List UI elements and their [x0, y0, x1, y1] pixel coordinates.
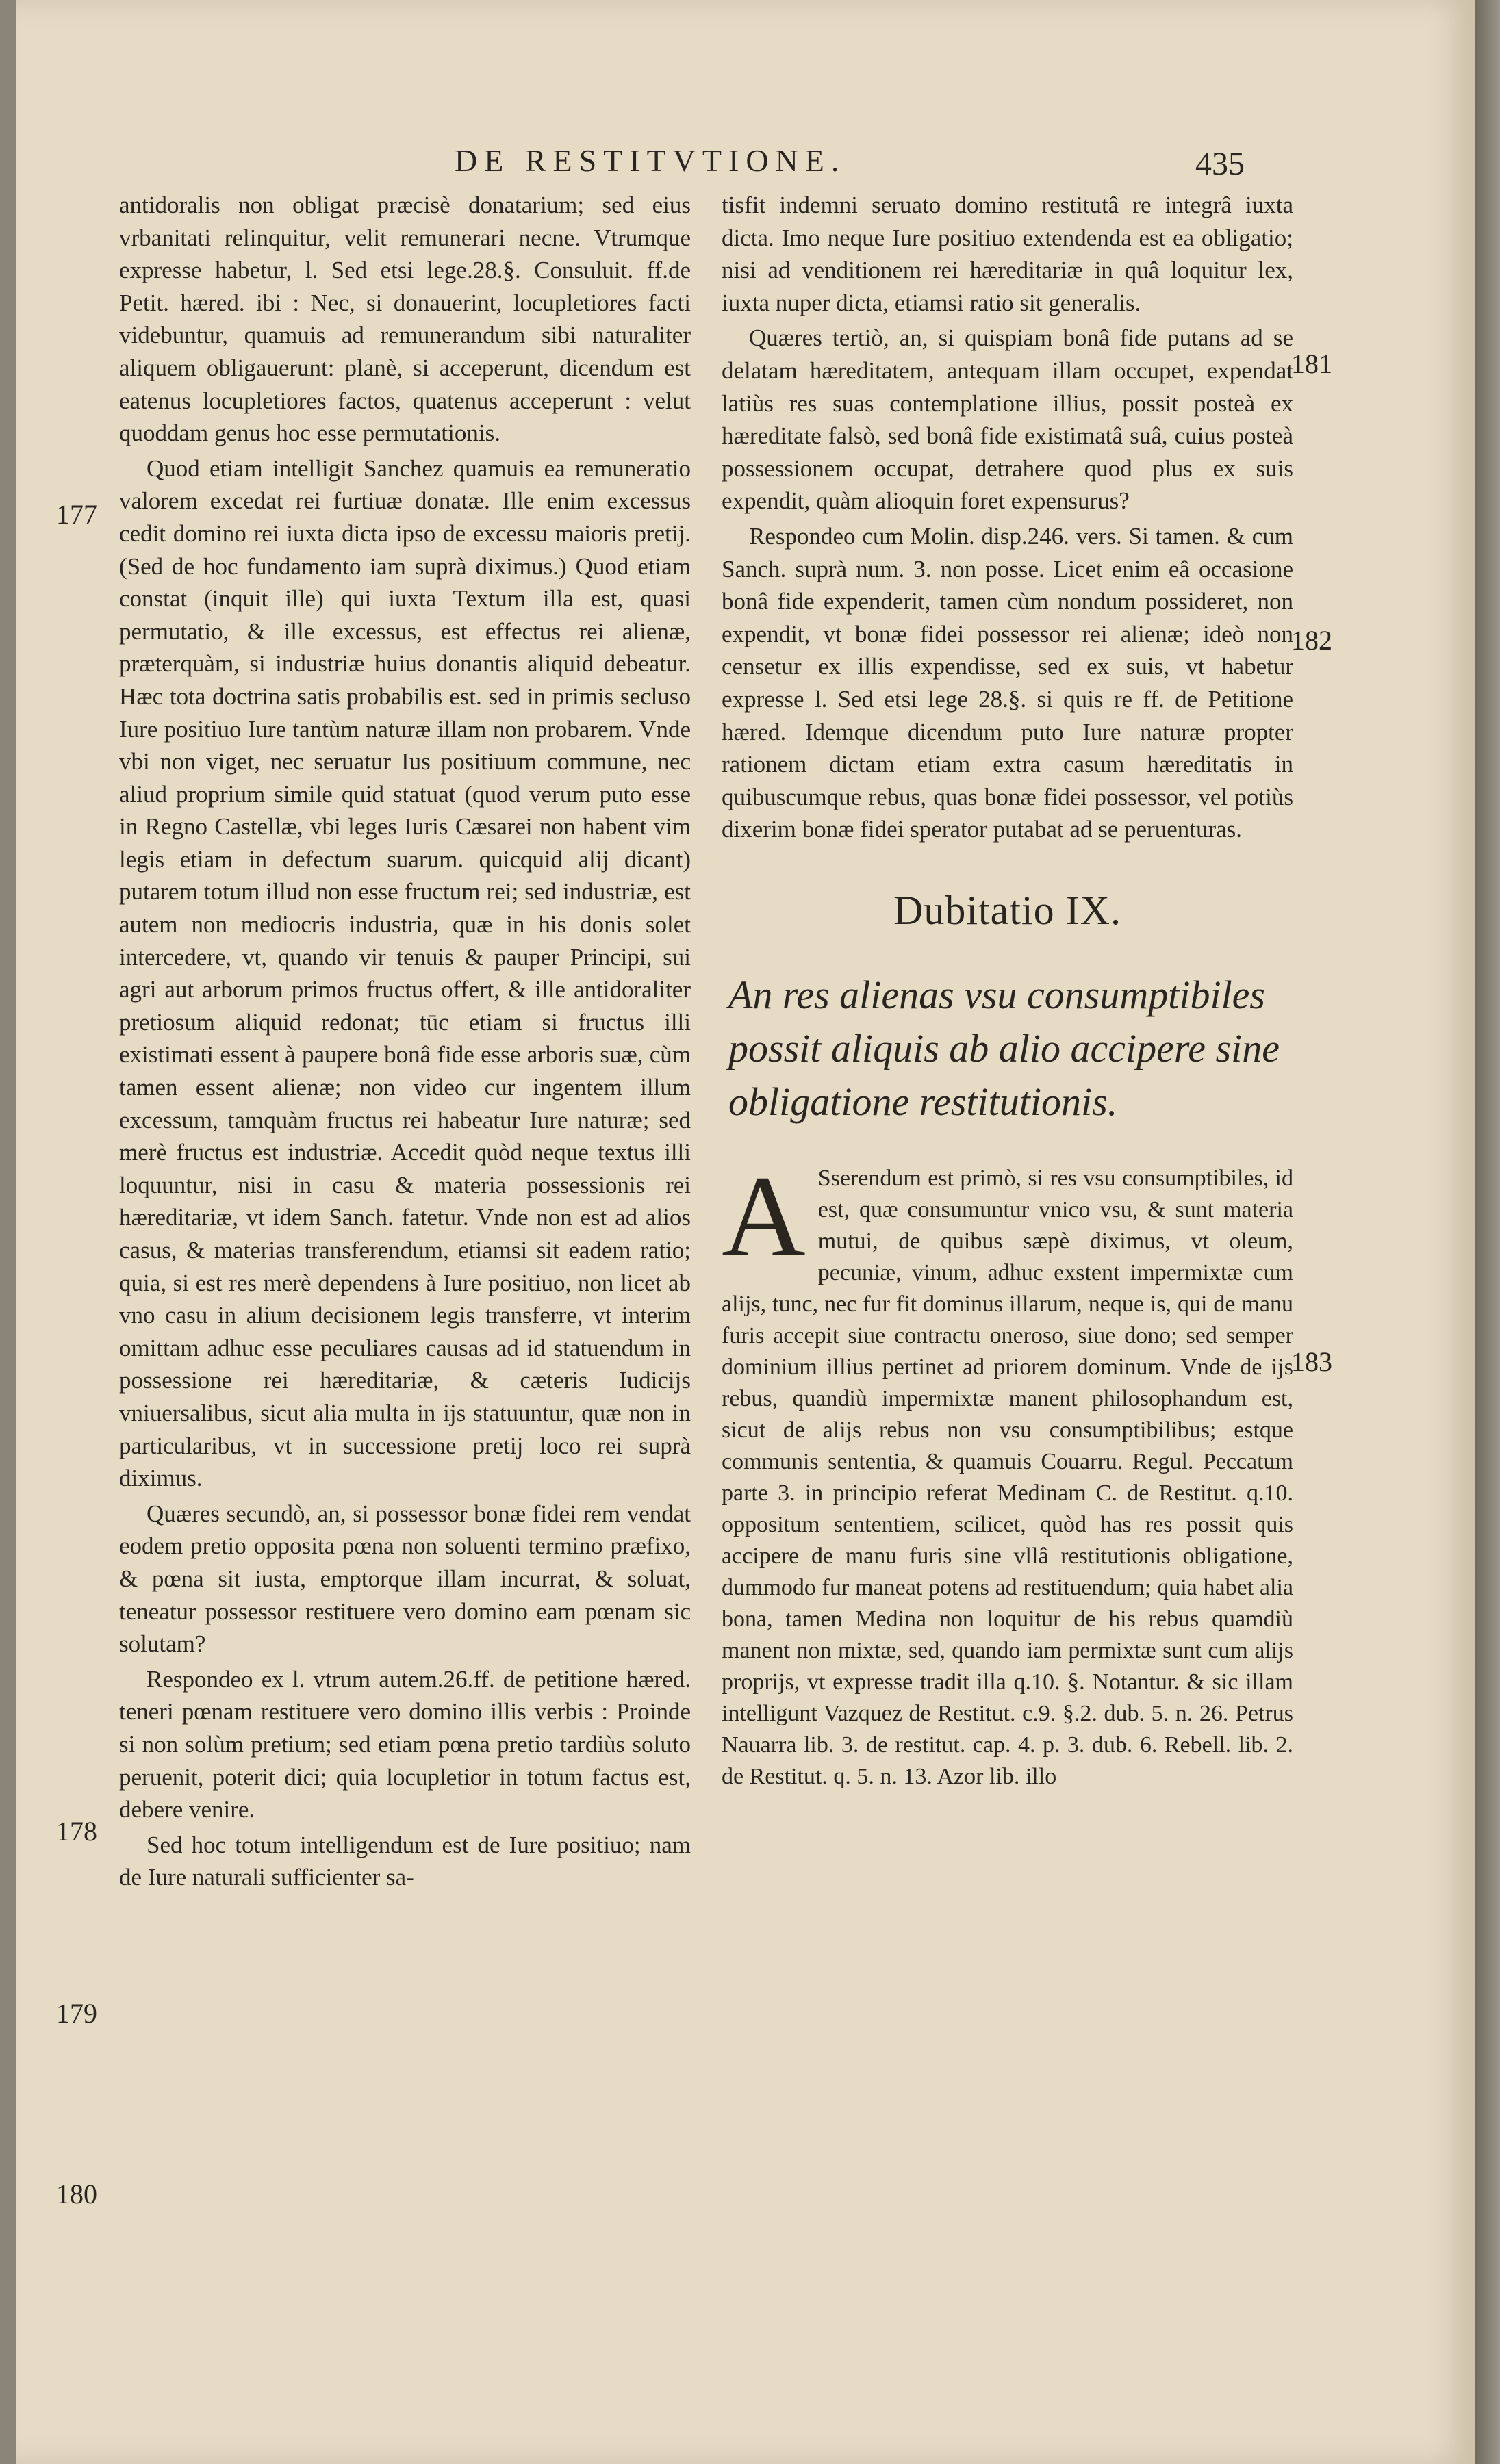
right-paragraph-1: tisfit indemni seruato domino restitutâ re integrâ iuxta dicta. Imo neque Iure positiuo extendenda est ea obligatio; nisi ad venditionem rei hæreditariæ in quâ loquitur lex, iuxta nuper dicta, etiamsi ratio sit generalis.	[722, 192, 1293, 316]
right-column	[722, 189, 1293, 2324]
running-head: DE RESTITVTIONE.	[455, 143, 846, 178]
margin-number-178: 178	[56, 1816, 97, 1847]
page-edge	[1475, 0, 1500, 2464]
page-number: 435	[1195, 146, 1245, 182]
margin-number-180: 180	[56, 2179, 97, 2209]
margin-number-181: 181	[1291, 348, 1332, 379]
right-paragraph-3: Respondeo cum Molin. disp.246. vers. Si tamen. & cum Sanch. suprà num. 3. non posse. Licet enim eâ occasione bonâ fide expenderit, tamen cùm nondum possideret, non expendit, vt bonæ fidei possessor rei alienæ; ideò non censetur ex illis expendisse, sed ex suis, vt habetur expresse l. Sed etsi lege 28.§. si quis re ff. de Petitione hæred. Idemque dicendum puto Iure naturæ propter rationem dictam etiam extra casum hæreditatis in quibuscumque rebus, quas bonæ fidei possessor, vel potiùs dixerim bonæ fidei sperator putabat ad se peruenturas.	[722, 522, 1293, 843]
right-paragraph-4	[722, 1151, 1293, 1793]
margin-number-177: 177	[56, 499, 97, 530]
right-paragraph-4-text: Sserendum est primò, si res vsu consumptibiles, id est, quæ consumuntur vnico vsu, & sunt materia mutui, de quibus sæpè diximus, vt oleum, pecuniæ, vinum, adhuc exstent impermixtæ cum alijs, tunc, nec fur fit dominus illarum, neque is, qui de manu furis accepit siue contractu oneroso, siue dono; sed semper dominium illius pertinet ad priorem dominum. Vnde de ijs rebus, quandiù impermixtæ manent philosophandum est, sicut de alijs rebus non vsu consumptibilibus; estque communis sententia, & quamuis Couarru. Regul. Peccatum parte 3. in principio referat Medinam C. de Restitut. q.10. oppositum sententiem, scilicet, quòd has res possit quis accipere de manu furis sine vllâ restitutionis obligatione, dummodo fur maneat potens ad restituendum; quia habet alia bona, tamen Medina non loquitur de his rebus quamdiù manent non mixtæ, sed, quando iam permixtæ sunt cum alijs proprijs, vt expresse tradit illa q.10. §. Notantur. & sic illam intelligunt Vazquez de Restitut. c.9. §.2. dub. 5. n. 26. Petrus Nauarra lib. 3. de restitut. cap. 4. p. 3. dub. 6. Rebell. lib. 2. de Restitut. q. 5. n. 13. Azor lib. illo	[722, 1165, 1293, 1789]
question-heading: An res alienas vsu consumptibiles possit aliquis ab alio accipere sine obligatione restitutionis.	[728, 972, 1280, 1124]
left-paragraph-5: Sed hoc totum intelligendum est de Iure positiuo; nam de Iure naturali sufficienter sa-	[119, 1831, 691, 1891]
left-paragraph-4: Respondeo ex l. vtrum autem.26.ff. de petitione hæred. teneri pœnam restituere vero domino illis verbis : Proinde si non solùm pretium; sed etiam pœna pretio tardiùs soluto peruenit, poterit dici; quia locupletior in totum factus est, debere venire.	[119, 1665, 691, 1823]
book-page	[16, 0, 1475, 2464]
left-column	[119, 189, 691, 2324]
left-paragraph-3: Quæres secundò, an, si possessor bonæ fidei rem vendat eodem pretio opposita pœna non soluenti termino præfixo, & pœna sit iusta, emptorque illam incurrat, & soluat, teneatur possessor restituere vero domino eam pœnam sic solutam?	[119, 1500, 691, 1658]
margin-number-179: 179	[56, 1998, 97, 2029]
drop-cap: A	[722, 1151, 806, 1281]
dubitatio-heading: Dubitatio IX.	[893, 887, 1121, 933]
left-paragraph-2: Quod etiam intelligit Sanchez quamuis ea remuneratio valorem excedat rei furtiuæ donatæ. Ille enim excessus cedit domino rei iuxta dicta ipso de excessu maioris pretij. (Sed de hoc fundamento iam suprà diximus.) Quod etiam constat (inquit ille) qui iuxta Textum illa est, quasi permutatio, & ille excessus, est effectus rei alienæ, præterquàm, si industriæ huius donantis aliquid debeatur. Hæc tota doctrina satis probabilis est. sed in primis secluso Iure positiuo Iure tantùm naturæ illam non probarem. Vnde vbi non viget, nec seruatur Ius positiuum commune, nec aliud proprium simile quid statuat (quod verum puto esse in Regno Castellæ, vbi leges Iuris Cæsarei non habent vim legis etiam in defectum suarum. quicquid alij dicant) putarem totum illud non esse fructum rei; sed industriæ, est autem non mediocris industria, quæ in his donis solet intercedere, vt, quando vir tenuis & pauper Principi, sui agri aut arborum primos fructus offert, & ille antidoraliter pretiosum aliquid redonat; tūc etiam si fructus illi existimati essent à paupere bonâ fide esse arboris suæ, cùm tamen essent alienæ; non video cur ingentem illum excessum, tamquàm fructus rei habeatur Iure naturæ; sed merè fructus est industriæ. Accedit quòd neque textus illi loquuntur, nisi in casu & materia possessionis rei hæreditariæ, vt idem Sanch. fatetur. Vnde non est ad alios casus, & materias transferendum, etiamsi sit eadem ratio; quia, si est res merè dependens à Iure positiuo, non licet ab vno casu in alium decisionem legis transferre, vt interim omittam adhuc esse peculiares causas ad id statuendum in possessione rei hæreditariæ, & cæteris Iudicijs vniuersalibus, sicut alia multa in ijs statuuntur, quæ non in particularibus, vt in successione pretij loco rei suprà diximus.	[119, 454, 691, 1492]
right-paragraph-2: Quæres tertiò, an, si quispiam bonâ fide putans ad se delatam hæreditatem, antequam illam occupet, expendat latiùs res suas contemplatione illius, possit posteà ex hæreditate falsò, sed bonâ fide existimatâ suâ, cuius posteà possessionem occupat, detrahere quod plus ex suis expendit, quàm alioquin foret expensurus?	[722, 324, 1293, 515]
margin-number-182: 182	[1291, 625, 1332, 656]
margin-number-183: 183	[1291, 1346, 1332, 1377]
left-paragraph-1: antidoralis non obligat præcisè donatarium; sed eius vrbanitati relinquitur, velit remunerari necne. Vtrumque expresse habetur, l. Sed etsi lege.28.§. Consuluit. ff.de Petit. hæred. ibi : Nec, si donauerint, locupletiores facti videbuntur, quamuis ad remunerandum sibi naturaliter aliquem obligauerunt: planè, si acceperunt, dicendum est eatenus locupletiores factos, quatenus acceperunt : velut quoddam genus hoc esse permutationis.	[119, 192, 691, 447]
